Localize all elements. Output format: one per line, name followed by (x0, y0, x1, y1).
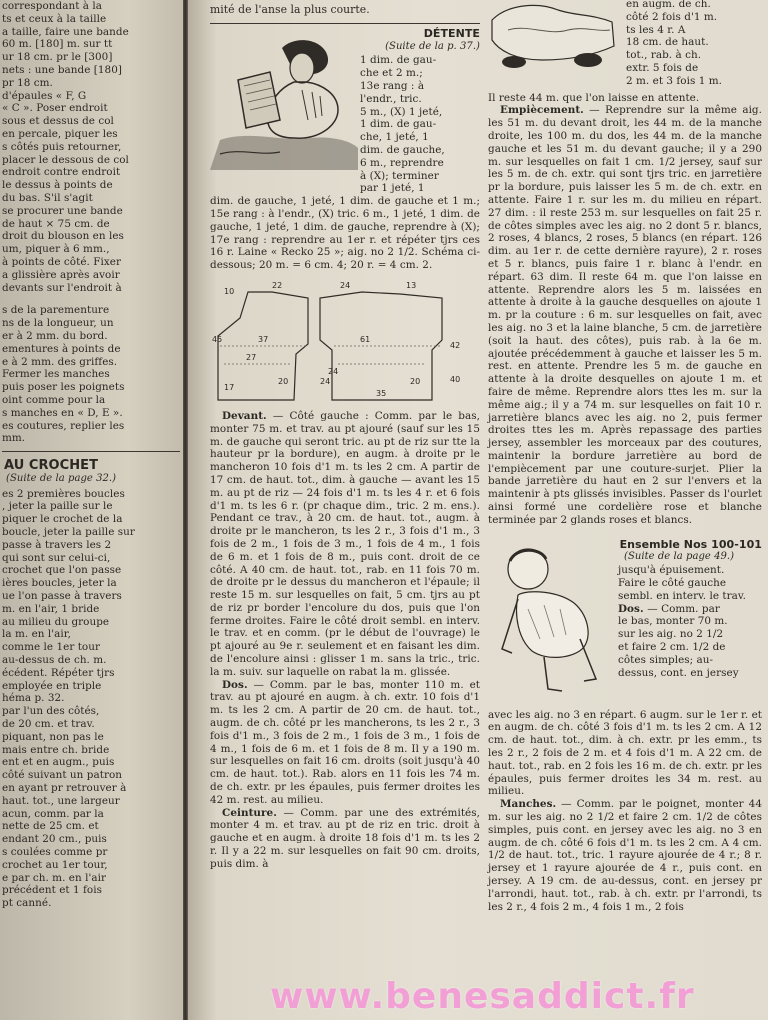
text-line: jusqu'à épuisement. (618, 564, 725, 577)
text-line: endant 20 cm., puis (2, 833, 107, 846)
text-line: pt canné. (2, 897, 52, 910)
manches-text: — Comm. par le poignet, monter 44 m. sur les aig. no 2 1/2 et faire 2 cm. 1/2 de côtes simples, puis cont. en jersey avec les aig. no 3 en augm. de ch. côté 6 fois d'1 m. ts les 2 cm. A 4 cm. 1/2 de haut. tot., tric. 1 rayure ajourée de 4 r.; 8 r. jersey et 1 rayure ajourée de 4 r., puis cont. en jersey. A 19 cm. de au-dessus, cont. en jersey pr l'arrondi, haut. tot., rab. à ch. extr. pr l'arrondi, ts les 2 r., 4 fois 2 m., 4 fois 1 m., 2 fois (488, 798, 762, 913)
text-line: 13e rang : à (360, 79, 425, 92)
text-line: Fermer les manches (2, 368, 110, 381)
detente-title: DÉTENTE (423, 26, 480, 40)
text-line: du bas. S'il s'agit (2, 191, 93, 204)
text-line: 5 m., (X) 1 jeté, (360, 105, 443, 118)
text-line: puis poser les poignets (2, 381, 125, 394)
text-line: ières boucles, jeter la (2, 577, 117, 590)
text-line: droit du blouson en les (2, 230, 124, 243)
text-line: nets : une bande [180] (2, 63, 122, 76)
text-line: extr. 5 fois de (626, 61, 699, 74)
text-line: piquant, non pas le (2, 730, 104, 743)
text-line: devants sur l'endroit à (2, 281, 122, 294)
text-line: la m. en l'air, (2, 628, 71, 641)
manches-label: Manches. (500, 798, 557, 811)
devant-label: Devant. (222, 409, 267, 422)
text-line: a taille, faire une bande (2, 25, 129, 38)
text-line: côté 2 fois d'1 m. (626, 10, 718, 23)
left-column (2, 0, 180, 910)
text-line: ent et en augm., puis (2, 756, 115, 769)
text-line: e à 2 mm. des griffes. (2, 355, 118, 368)
text-line: um, piquer à 6 mm., (2, 243, 110, 256)
pattern-schema-drawing (210, 278, 480, 406)
schema-measure-label: 37 (258, 334, 269, 344)
schema-measure-label: 17 (224, 382, 235, 392)
text-line: par l'un des côtés, (2, 705, 100, 718)
left-top-text (2, 0, 180, 294)
text-line: au-dessus de ch. m. (2, 654, 107, 667)
schema-measure-label: 61 (360, 334, 371, 344)
text-line: 1 dim. de gau- (360, 118, 437, 131)
text-line: de 20 cm. et trav. (2, 718, 95, 731)
ensemble-block (488, 539, 762, 707)
text-line: m. en l'air, 1 bride (2, 602, 100, 615)
text-line: comme le 1er tour (2, 641, 100, 654)
left-page (0, 0, 183, 1020)
woman-reading-icon (210, 30, 360, 170)
text-line: piquer le crochet de la (2, 513, 123, 526)
text-line: oint comme pour la (2, 393, 106, 406)
text-line: écédent. Répéter tjrs (2, 666, 115, 679)
detente-suite: (Suite de la p. 37.) (385, 40, 480, 52)
detente-block (360, 28, 480, 195)
text-line: s manches en « D, E ». (2, 406, 123, 419)
text-line: employée en triple (2, 679, 102, 692)
text-line: en percale, piquer les (2, 127, 118, 140)
text-line: à (X); terminer (360, 169, 439, 182)
text-line: s de la parementure (2, 304, 110, 317)
text-line: s coulées comme pr (2, 846, 108, 858)
text-line: ementures à points de (2, 342, 121, 355)
text-line: es 2 premières boucles (2, 487, 125, 500)
text-line: ur 18 cm. pr le [300] (2, 51, 113, 64)
pattern-schema (210, 278, 480, 406)
crochet-suite: (Suite de la page 32.) (6, 472, 117, 484)
text-line: par 1 jeté, 1 (360, 182, 425, 195)
schema-measure-label: 24 (328, 366, 339, 376)
text-line: s côtés puis retourner, (2, 140, 122, 153)
text-line: d'épaules « F, G (2, 89, 87, 102)
text-line: se procurer une bande (2, 204, 123, 217)
right-column (488, 0, 762, 913)
ceinture-label: Ceinture. (222, 806, 277, 819)
detente-narrow-text (360, 54, 480, 195)
schema-measure-label: 10 (224, 286, 235, 296)
manches-paragraph (488, 798, 762, 913)
middle-column (210, 0, 480, 871)
text-line: nette de 25 cm. et (2, 820, 99, 833)
text-line: dim. de gauche, (360, 143, 445, 156)
intro-divider (210, 23, 480, 24)
text-line: en augm. de ch. (626, 0, 711, 10)
schema-measure-label: 24 (340, 280, 351, 290)
text-line: ts et ceux à la taille (2, 12, 107, 25)
left-mid-text (2, 304, 180, 445)
schema-measure-label: 45 (212, 334, 223, 344)
empiecement-paragraph (488, 104, 762, 526)
baby-doll-illustration-top (488, 0, 620, 70)
text-line: qui sont sur celui-ci, (2, 551, 111, 564)
schema-measure-label: 40 (450, 374, 461, 384)
text-line: mm. (2, 432, 26, 445)
text-line: en ayant pr retrouver à (2, 782, 127, 795)
text-line: côté suivant un patron (2, 769, 123, 782)
text-line: passe à travers les 2 (2, 538, 112, 551)
text-line: a glissière après avoir (2, 268, 120, 281)
text-line: l'endr., tric. (360, 92, 422, 105)
text-line: au milieu du groupe (2, 615, 110, 628)
text-line: crochet au 1er tour, (2, 858, 108, 871)
text-line: 6 m., reprendre (360, 156, 444, 169)
text-line: le bas, monter 70 m. (618, 615, 728, 628)
schema-measure-label: 35 (376, 388, 387, 398)
right-top-text (626, 0, 762, 88)
text-line: correspondant à la (2, 0, 103, 12)
doll-lying-icon (488, 0, 620, 70)
text-line: le dessus à points de (2, 179, 113, 192)
text-line: crochet que l'on passe (2, 564, 122, 577)
ceinture-text: — Comm. par une des extrémités, monter 4 m. et trav. au pt de riz en tric. droit à gauche et en augm. à droite 18 fois d'1 m. ts les 2 r. Il y a 22 m. sur lesquelles on fait 90 cm. droits, puis dim. à (210, 806, 480, 870)
ensemble-text (604, 539, 762, 680)
ensemble-title: Ensemble Nos 100-101 (619, 537, 762, 551)
text-line: che et 2 m.; (360, 67, 423, 80)
devant-paragraph (210, 410, 480, 679)
text-line: Dos. — Comm. par (618, 602, 720, 615)
text-line: , jeter la paille sur le (2, 500, 113, 513)
schema-measure-label: 22 (272, 280, 283, 290)
text-line: che, 1 jeté, 1 (360, 131, 429, 144)
text-line: placer le dessous de col (2, 153, 129, 166)
text-line: Faire le côté gauche (618, 577, 727, 590)
text-line: 60 m. [180] m. sur tt (2, 38, 113, 51)
text-line: sur les aig. no 2 1/2 (618, 628, 724, 641)
schema-measure-label: 42 (450, 340, 461, 350)
ensemble-dos (618, 603, 762, 680)
text-line: précédent et 1 fois (2, 884, 102, 897)
text-line: « C ». Poser endroit (2, 102, 108, 115)
text-line: endroit contre endroit (2, 166, 121, 179)
text-line: ts les 4 r. A (626, 23, 686, 36)
dos-label: Dos. (222, 678, 248, 691)
reste-line: Il reste 44 m. que l'on laisse en attente. (488, 91, 700, 104)
text-line: dessus, cont. en jersey (618, 666, 739, 679)
right-page (188, 0, 768, 1020)
baby-crawling-icon (488, 539, 600, 707)
dos-paragraph (210, 679, 480, 807)
ensemble-lines (618, 564, 762, 602)
schema-measure-label: 27 (246, 352, 257, 362)
text-line: er à 2 mm. du bord. (2, 329, 108, 342)
text-line: sous et dessus de col (2, 115, 114, 128)
schema-measure-label: 13 (406, 280, 417, 290)
schema-measure-label: 20 (278, 376, 289, 386)
text-line: ue l'on passe à travers (2, 590, 122, 603)
text-line: boucle, jeter la paille sur (2, 526, 135, 539)
watermark: www.benesaddict.fr (270, 976, 695, 1017)
empiecement-label: Empiècement. (500, 104, 584, 117)
text-line: à points de côté. Fixer (2, 255, 121, 268)
woman-reading-illustration (210, 30, 360, 170)
text-line: tot., rab. à ch. (626, 49, 702, 62)
text-line: côtes simples; au- (618, 653, 714, 666)
schema-measure-label: 24 (320, 376, 331, 386)
text-line: e par ch. m. en l'air (2, 871, 107, 884)
crochet-text (2, 488, 180, 910)
ensemble-suite: (Suite de la page 49.) (624, 551, 735, 563)
text-line: es coutures, replier les (2, 419, 125, 432)
empiecement-text: — Reprendre sur la même aig. les 51 m. du devant droit, les 44 m. de la manche droite, les 100 m. du dos, les 44 m. de la manche gauche et les 51 m. du devant gauche; il y a 290 m. sur lesquelles on fait 1 cm. 1/2 jersey, sauf sur les 5 m. de ch. extr. qui sont tjrs tric. en jarretière pr la bordure, puis laisser les 5 m. de ch. extr. en attente. Faire 1 r. sur les m. du milieu en répart. 27 dim. : il reste 253 m. sur lesquelles on fait 25 r. de côtes simples avec les aig. no 2 dont 5 r. blancs, 2 roses, 4 blancs, 2 roses, 5 blancs (en répart. 126 dim. au 1er r. de cette dernière rayure), 2 r. roses et 5 r. blancs, puis faire 1 r. blanc à l'endr. en répart. 63 dim. Il reste 64 m. que l'on laisse en attente. Reprendre alors les 5 m. laissées en attente à droite à la gauche desquelles on ajoute 1 m. pr la couture : 6 m. sur lesquelles on fait, avec les aig. no 3 et la laine blanche, 5 cm. de jarretière (soit la haut. des côtes), puis rab. à la 6e m. ajoutée précédemment à gauche et laisser les 5 m. rest. en attente. Prendre les 5 m. de gauche en attente à la droite desquelles on ajoute 1 m. et faire de même. Reprendre alors ttes les m. sur la même aig.; il y a 74 m. sur lesquelles on fait 10 r. jarretière blancs avec les aig. no 2, puis fermer droites ttes les m. Après repassage des parties jersey, assembler les morceaux par des coutures, maintenir la bordure jarretière au bord de l'empiècement par une couture-surjet. Plier la bande jarretière du haut en 2 sur l'envers et la maintenir à pts glissés invisibles. Passer ds l'ourlet ainsi formé une cordelière rose et blanche terminée par 2 glands roses et blancs. (488, 104, 762, 526)
ceinture-paragraph (210, 807, 480, 871)
intro-line: mité de l'anse la plus courte. (210, 3, 370, 16)
ensemble-dos-paragraph: avec les aig. no 3 en répart. 6 augm. sur le 1er r. et en augm. de ch. côté 3 fois d'1 m. ts les 2 cm. A 12 cm. de haut. tot., dim. à ch. extr. pr les emm., ts les 2 r., 2 fois de 2 m. et 4 fois d'1 m. A 22 cm. de haut. tot., rab. en 2 fois les 16 m. de ch. extr. pr les épaules, puis fermer droites les 34 m. rest. au milieu. (488, 708, 762, 798)
crochet-heading: AU CROCHET (4, 458, 99, 474)
text-line: mais entre ch. bride (2, 743, 110, 756)
schema-measure-label: 20 (410, 376, 421, 386)
text-line: 1 dim. de gau- (360, 54, 437, 67)
detente-full-text: dim. de gauche, 1 jeté, 1 dim. de gauche et 1 m.; 15e rang : à l'endr., (X) tric. 6 m., 1 jeté, 1 dim. de gauche, 1 jeté, 1 dim. de gauche, reprendre à (X); 17e rang : reprendre au 1er r. et répéter tjrs ces 16 r. Laine « Recko 25 »; aig. no 2 1/2. Schéma ci-dessous; 20 m. = 6 cm. 4; 20 r. = 4 cm. 2. (210, 195, 480, 272)
text-line: et faire 2 cm. 1/2 de (618, 641, 726, 654)
ensemble-dos-label: Dos. (618, 602, 648, 615)
baby-crawling-illustration (488, 539, 600, 707)
text-line: haut. tot., une largeur (2, 794, 120, 807)
text-line: héma p. 32. (2, 692, 65, 705)
devant-text: — Côté gauche : Comm. par le bas, monter 75 m. et trav. au pt ajouré (sauf sur les 15 m. de gauche qui seront tric. au pt de riz sur tte la hauteur pr la bordure), en augm. à droite pr le mancheron 10 fois d'1 m. ts les 2 cm. A partir de 17 cm. de haut. tot., dim. à gauche — avant les 15 m. au pt de riz — 24 fois d'1 m. ts les 4 r. et 6 fois d'1 m. ts les 6 r. (pr chaque dim., tric. 2 m. ens.). Pendant ce trav., à 20 cm. de haut. tot., augm. à droite pr le mancheron, ts les 2 r., 3 fois d'1 m., 3 fois de 2 m., 1 fois de 3 m., 1 fois de 4 m., 1 fois de 6 m. et 1 fois de 8 m., puis cont. droit de ce côté. A 40 cm. de haut. tot., rab. en 11 fois 70 m. de droite pr le dessus du mancheron et l'épaule; il reste 15 m. sur lesquelles on fait, 5 cm. tjrs au pt de riz pr border l'encolure du dos, puis que l'on ferme droites. Faire le côté droit sembl. en interv. le trav. et en comm. (pr le début de l'ouvrage) le pt ajouré au 9e r. seulement et en faisant les dim. de l'encolure ainsi : glisser 1 m. sans la tric., tric. la m. suiv. sur laquelle on rabat la m. glissée. (210, 409, 480, 678)
text-line: 2 m. et 3 fois 1 m. (626, 74, 722, 87)
text-line: acun, comm. par la (2, 807, 104, 820)
text-line: ns de la longueur, un (2, 317, 114, 330)
dos-text: — Comm. par le bas, monter 110 m. et trav. au pt ajouré en augm. à ch. extr. 10 fois d'1 m. ts les 2 cm. A partir de 20 cm. de haut. tot., augm. de ch. côté pr les mancherons, ts les 2 r., 3 fois d'1 m., 3 fois de 2 m., 1 fois de 3 m., 1 fois de 4 m., 1 fois de 6 m. et 1 fois de 8 m. Il y a 190 m. sur lesquelles on fait 16 cm. droits (soit jusqu'à 40 cm. de haut. tot.). Rab. alors en 11 fois les 74 m. de ch. extr. pr les épaules, puis fermer droites les 42 m. rest. au milieu. (210, 678, 481, 806)
text-line: de haut × 75 cm. de (2, 217, 110, 230)
text-line: sembl. en interv. le trav. (618, 589, 746, 602)
text-line: pr 18 cm. (2, 76, 53, 89)
text-line: 18 cm. de haut. (626, 36, 709, 49)
section-divider (2, 451, 180, 452)
